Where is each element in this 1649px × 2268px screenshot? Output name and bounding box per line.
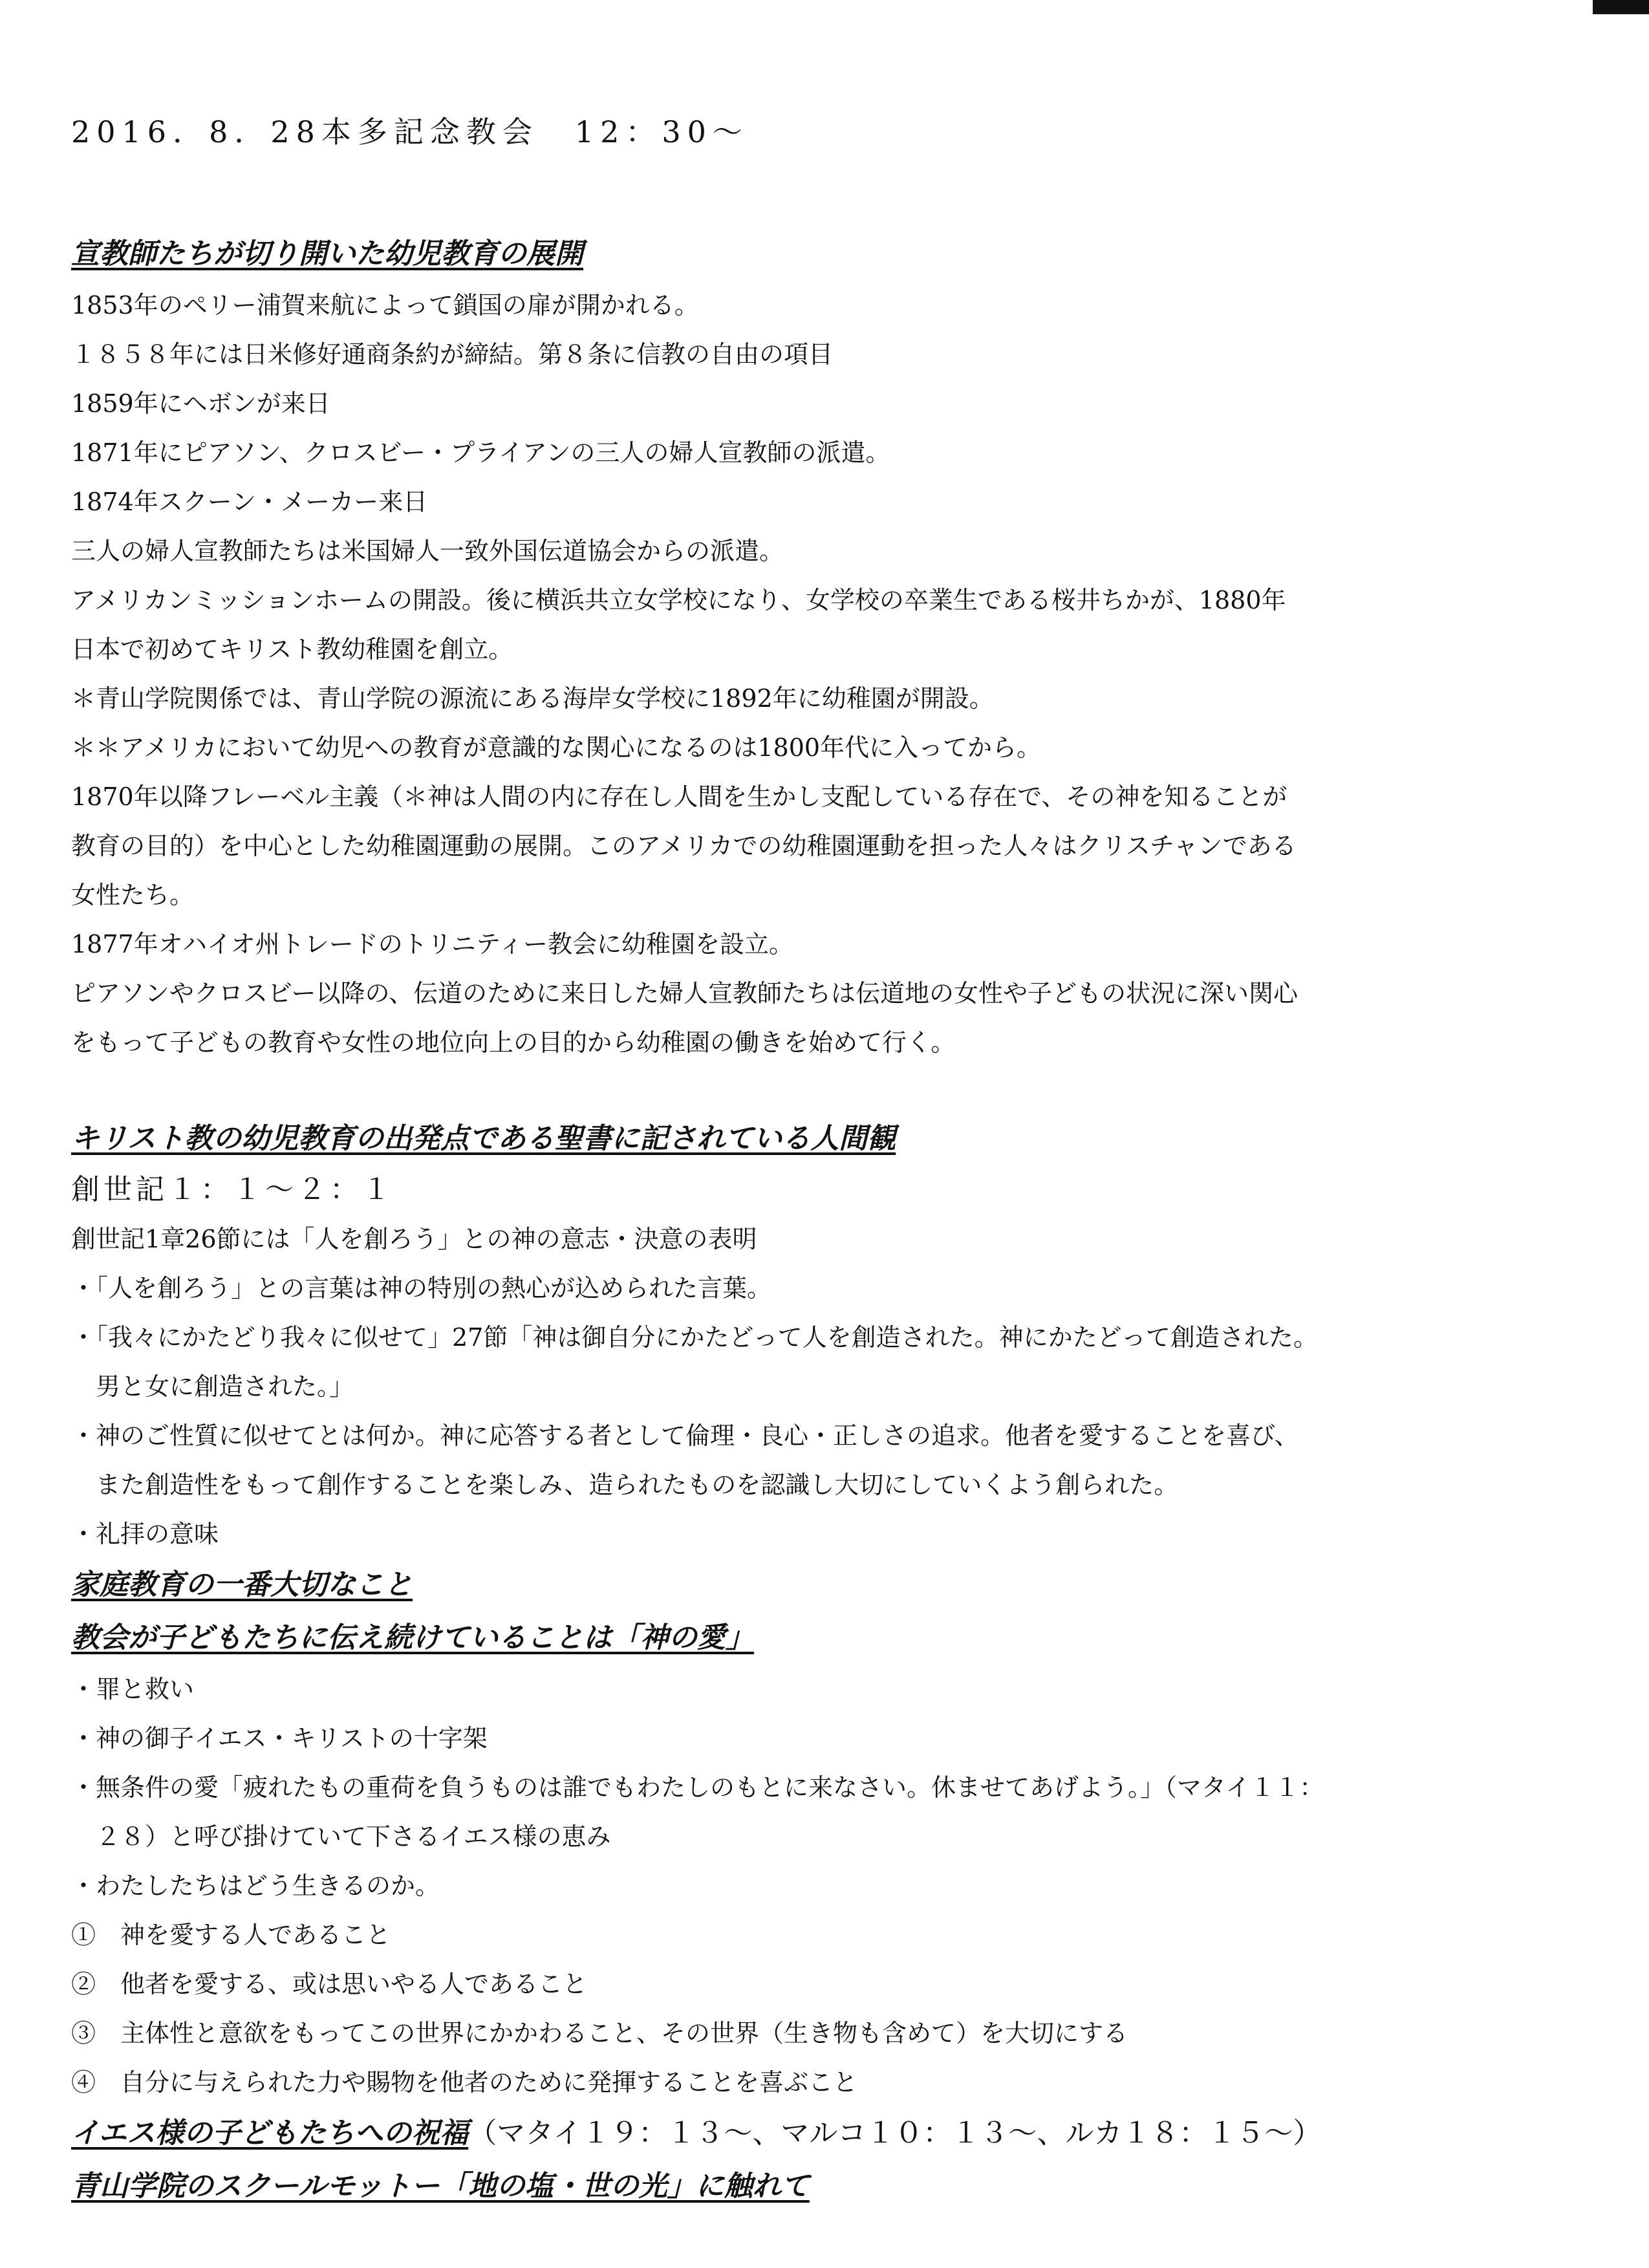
love-line: ・神の御子イエス・キリストの十字架 [71,1724,488,1753]
section-heading-human-view: キリスト教の幼児教育の出発点である聖書に記されている人間観 [71,1122,896,1155]
numbered-item: ② 他者を愛する、或は思いやる人であること [71,1970,588,1998]
blessing-scripture-refs: （マタイ１９：１３～、マルコ１０：１３～、ルカ１８：１５～） [468,2117,1322,2150]
history-line: １８５８年には日米修好通商条約が締結。第８条に信教の自由の項目 [71,340,834,369]
history-line: 教育の目的）を中心とした幼稚園運動の展開。このアメリカでの幼稚園運動を担った人々はクリスチャンである [71,832,1297,860]
history-line: アメリカンミッションホームの開設。後に横浜共立女学校になり、女学校の卒業生である桜井ちかが、1880年 [71,586,1286,614]
section-heading-missionaries: 宣教師たちが切り開いた幼児教育の展開 [71,237,583,270]
history-line: 1870年以降フレーベル主義（＊神は人間の内に存在し人間を生かし支配している存在で、その神を知ることが [71,783,1288,811]
section-heading-blessing [71,2107,1507,2160]
corner-mark [1593,0,1649,14]
section-heading-love-of-god: 教会が子どもたちに伝え続けていることは「神の愛」 [71,1621,754,1654]
love-line: ２８）と呼び掛けていて下さるイエス様の恵み [96,1822,611,1851]
history-line: 1859年にヘボンが来日 [71,389,330,418]
scripture-reference: 創世記１：１～２：１ [71,1173,394,1206]
genesis-line: 男と女に創造された。」 [96,1372,354,1401]
genesis-line: ・「人を創ろう」との言葉は神の特別の熱心が込められた言葉。 [71,1274,772,1302]
history-line: 1877年オハイオ州トレードのトリニティー教会に幼稚園を設立。 [71,930,794,958]
numbered-item: ① 神を愛する人であること [71,1921,391,1949]
section-heading-school-motto: 青山学院のスクールモットー「地の塩・世の光」に触れて [71,2170,810,2203]
section-heading-home-education: 家庭教育の一番大切なこと [71,1568,413,1601]
section-spacer [71,1067,1507,1112]
document-page [71,109,1507,2213]
history-line: ＊青山学院関係では、青山学院の源流にある海岸女学校に1892年に幼稚園が開設。 [71,684,994,713]
history-line: 女性たち。 [71,881,195,909]
history-line: 三人の婦人宣教師たちは米国婦人一致外国伝道協会からの派遣。 [71,537,784,565]
blessing-heading-text: イエス様の子どもたちへの祝福 [71,2117,469,2150]
history-line: 1853年のペリー浦賀来航によって鎖国の扉が開かれる。 [71,291,699,319]
love-line: ・わたしたちはどう生きるのか。 [71,1872,440,1900]
history-line: ピアソンやクロスビー以降の、伝道のために来日した婦人宣教師たちは伝道地の女性や子どもの状況に深い関心 [71,979,1298,1008]
history-line: 1874年スクーン・メーカー来日 [71,488,428,516]
history-line: 1871年にピアソン、クロスビー・プライアンの三人の婦人宣教師の派遣。 [71,438,890,467]
genesis-line: また創造性をもって創作することを楽しみ、造られたものを認識し大切にしていくよう創られた。 [96,1471,1179,1499]
genesis-line: 創世記1章26節には「人を創ろう」との神の意志・決意の表明 [71,1225,757,1253]
love-line: ・無条件の愛「疲れたもの重荷を負うものは誰でもわたしのもとに来なさい。休ませてあげよう。」（マタイ１１： [71,1773,1324,1802]
genesis-line: ・礼拝の意味 [71,1520,219,1548]
history-line: 日本で初めてキリスト教幼稚園を創立。 [71,635,513,664]
genesis-line: ・神のご性質に似せてとは何か。神に応答する者として倫理・良心・正しさの追求。他者を愛することを喜び、 [71,1421,1299,1450]
numbered-item: ③ 主体性と意欲をもってこの世界にかかわること、その世界（生き物も含めて）を大切にする [71,2019,1128,2047]
document-date-header: 2016．8．28本多記念教会 12：30～ [71,114,749,149]
love-line: ・罪と救い [71,1675,195,1703]
history-line: をもって子どもの教育や女性の地位向上の目的から幼稚園の働きを始めて行く。 [71,1028,956,1057]
genesis-line: ・「我々にかたどり我々に似せて」27節「神は御自分にかたどって人を創造された。神にかたどって創造された。 [71,1323,1318,1352]
history-line: ＊＊アメリカにおいて幼児への教育が意識的な関心になるのは1800年代に入ってから。 [71,733,1042,762]
numbered-item: ④ 自分に与えられた力や賜物を他者のために発揮することを喜ぶこと [71,2068,858,2097]
